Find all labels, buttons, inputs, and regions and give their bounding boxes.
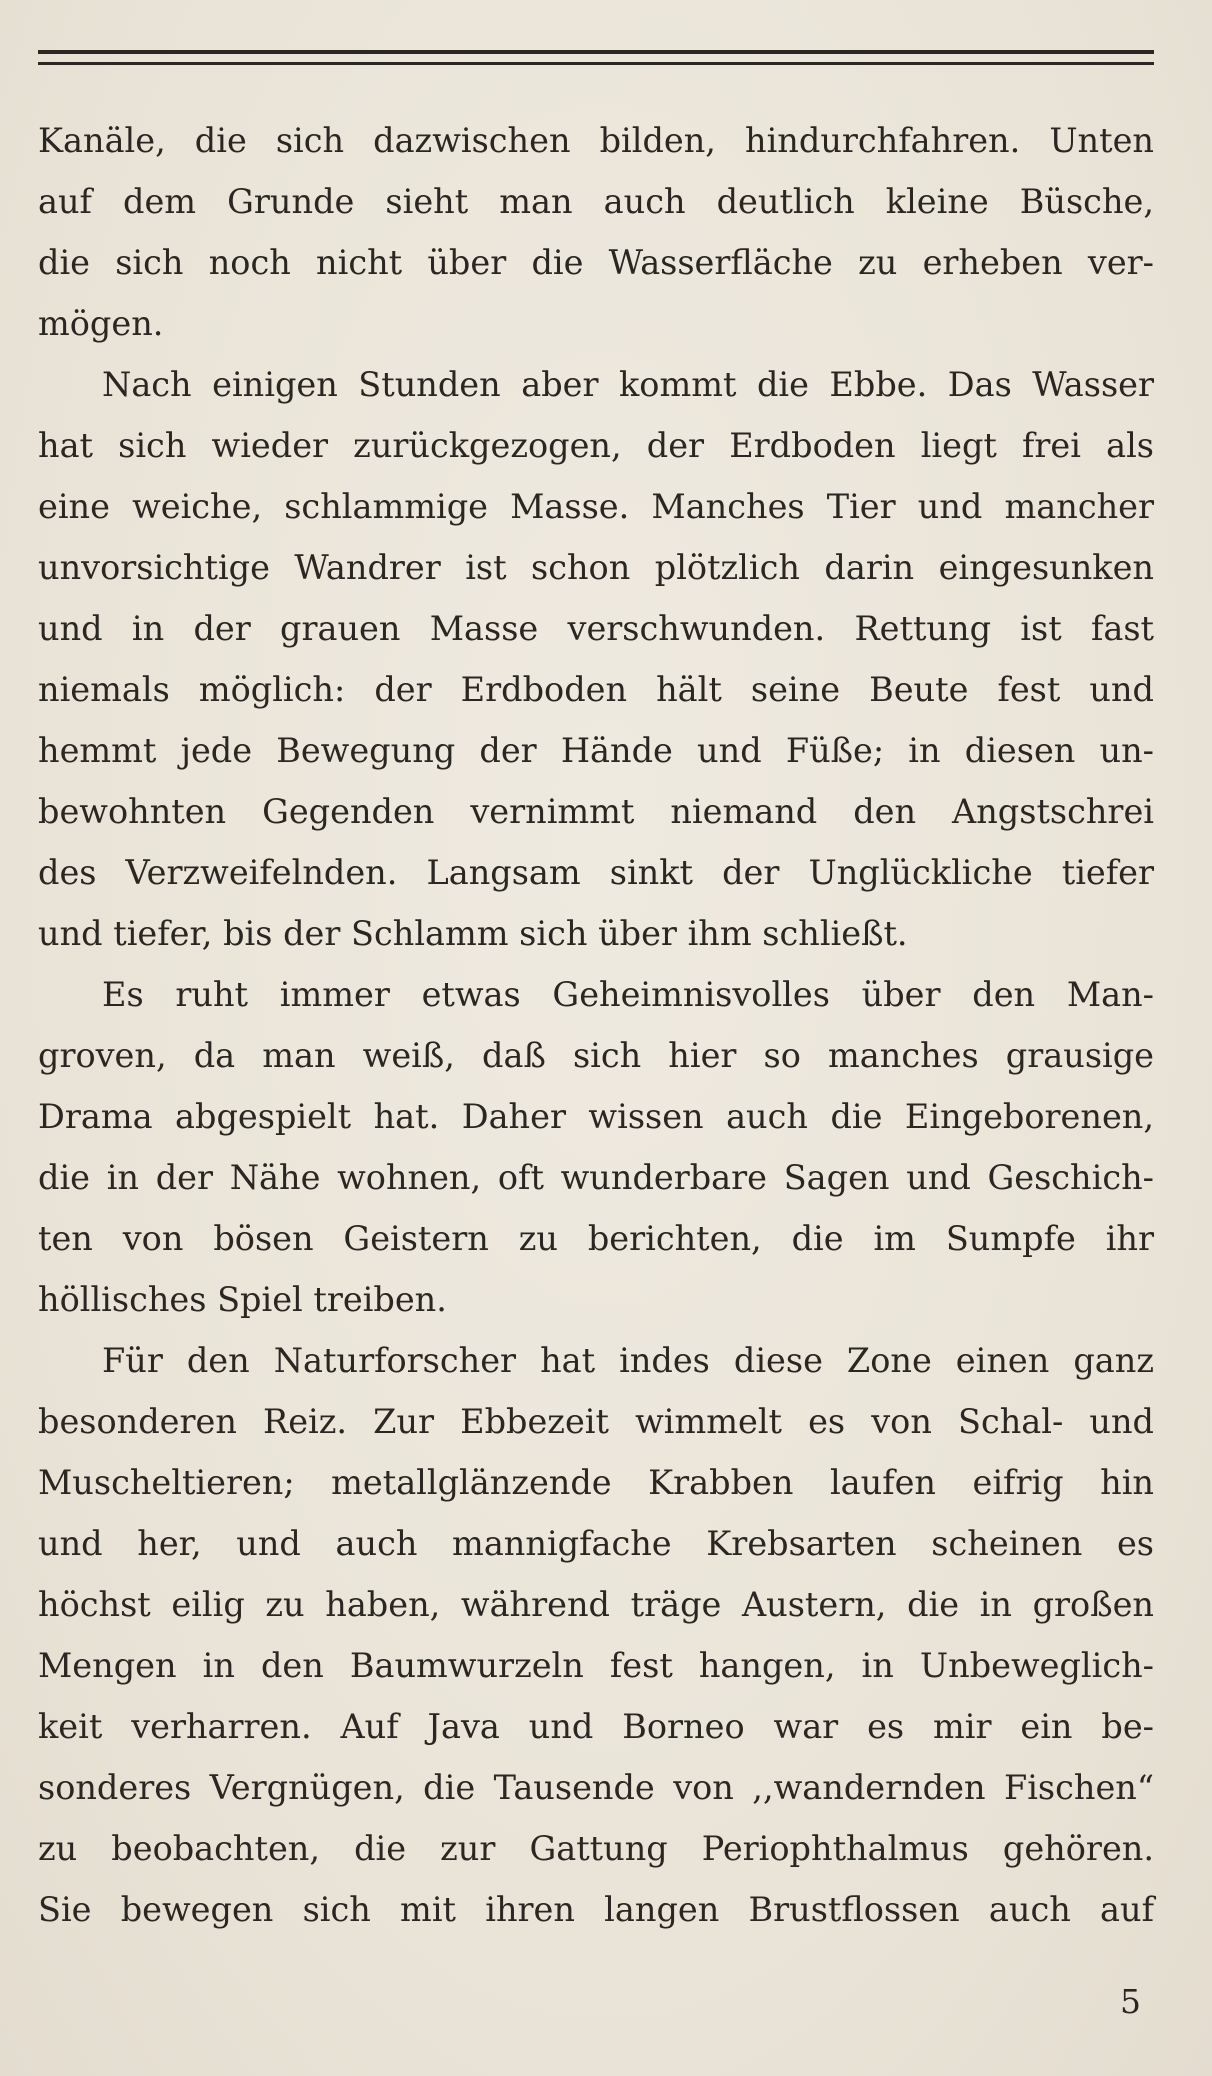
text-line: zu beobachten, die zur Gattung Periophthalmus gehören. bbox=[38, 1829, 1154, 1868]
text-line: Nach einigen Stunden aber kommt die Ebbe. Das Wasser bbox=[102, 365, 1154, 404]
text-line: hat sich wieder zurückgezogen, der Erdboden liegt frei als bbox=[38, 426, 1154, 465]
text-line: und her, und auch mannigfache Krebsarten scheinen es bbox=[38, 1524, 1154, 1563]
text-line: eine weiche, schlammige Masse. Manches Tier und mancher bbox=[38, 487, 1154, 526]
text-line: keit verharren. Auf Java und Borneo war es mir ein be- bbox=[38, 1707, 1154, 1746]
text-line: Drama abgespielt hat. Daher wissen auch die Eingeborenen, bbox=[38, 1097, 1154, 1136]
text-line: bewohnten Gegenden vernimmt niemand den Angstschrei bbox=[38, 792, 1154, 831]
paragraph-4 bbox=[38, 1330, 1154, 1940]
text-line: die in der Nähe wohnen, oft wunderbare Sagen und Geschich- bbox=[38, 1158, 1154, 1197]
text-line: besonderen Reiz. Zur Ebbezeit wimmelt es von Schal- und bbox=[38, 1402, 1154, 1441]
header-rule-thin bbox=[38, 62, 1154, 65]
text-line: mögen. bbox=[38, 304, 164, 343]
body-text bbox=[38, 110, 1154, 1940]
text-line: Kanäle, die sich dazwischen bilden, hindurchfahren. Unten bbox=[38, 121, 1154, 160]
text-line: Muscheltieren; metallglänzende Krabben laufen eifrig hin bbox=[38, 1463, 1154, 1502]
page-number: 5 bbox=[1120, 1982, 1141, 2021]
paragraph-3 bbox=[38, 964, 1154, 1330]
text-line: sonderes Vergnügen, die Tausende von ,,wandernden Fischen“ bbox=[38, 1768, 1154, 1807]
text-line: Es ruht immer etwas Geheimnisvolles über den Man- bbox=[102, 975, 1154, 1014]
text-line: niemals möglich: der Erdboden hält seine Beute fest und bbox=[38, 670, 1154, 709]
text-line: die sich noch nicht über die Wasserfläche zu erheben ver- bbox=[38, 243, 1154, 282]
text-line: und tiefer, bis der Schlamm sich über ihm schließt. bbox=[38, 914, 908, 953]
paragraph-2 bbox=[38, 354, 1154, 964]
text-line: und in der grauen Masse verschwunden. Rettung ist fast bbox=[38, 609, 1154, 648]
text-line: Sie bewegen sich mit ihren langen Brustflossen auch auf bbox=[38, 1890, 1154, 1929]
text-line: auf dem Grunde sieht man auch deutlich kleine Büsche, bbox=[38, 182, 1154, 221]
text-line: groven, da man weiß, daß sich hier so manches grausige bbox=[38, 1036, 1154, 1075]
text-line: ten von bösen Geistern zu berichten, die im Sumpfe ihr bbox=[38, 1219, 1154, 1258]
text-line: höchst eilig zu haben, während träge Austern, die in großen bbox=[38, 1585, 1154, 1624]
text-line: höllisches Spiel treiben. bbox=[38, 1280, 447, 1319]
paragraph-1 bbox=[38, 110, 1154, 354]
text-line: hemmt jede Bewegung der Hände und Füße; in diesen un- bbox=[38, 731, 1154, 770]
text-line: Mengen in den Baumwurzeln fest hangen, in Unbeweglich- bbox=[38, 1646, 1154, 1685]
text-line: Für den Naturforscher hat indes diese Zone einen ganz bbox=[102, 1341, 1154, 1380]
text-line: des Verzweifelnden. Langsam sinkt der Unglückliche tiefer bbox=[38, 853, 1154, 892]
text-line: unvorsichtige Wandrer ist schon plötzlich darin eingesunken bbox=[38, 548, 1154, 587]
header-rule-thick bbox=[38, 50, 1154, 54]
